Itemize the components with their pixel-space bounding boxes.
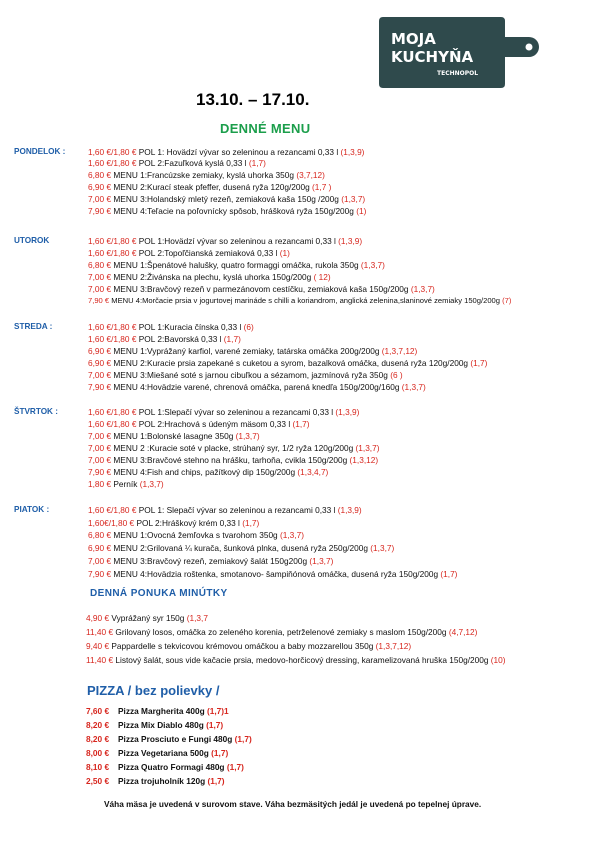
menu-item: 6,90 € MENU 2:Grilovaná ¼ kurača, šunková plnka, dusená ryža 250g/200g (1,3,7) xyxy=(88,543,395,553)
menu-item: 7,90 € MENU 4:Fish and chips, pažítkový dip 150g/200g (1,3,4,7) xyxy=(88,467,329,477)
minutky-item: 11,40 € Grilovaný losos, omáčka zo zeleného korenia, petrželenové zemiaky s maslom 150g/200g (4,7,12) xyxy=(86,627,478,637)
logo-line-2: KUCHYŇA xyxy=(391,48,474,66)
menu-item: 1,60 €/1,80 € POL 1: Slepačí vývar so zeleninou a rezancami 0,33 l (1,3,9) xyxy=(88,505,362,515)
pizza-item: 8,00 € Pizza Vegetariana 500g (1,7) xyxy=(86,748,229,758)
menu-item: 7,00 € MENU 3:Bravčový rezeň, zemiakový šalát 150g200g (1,3,7) xyxy=(88,556,334,566)
cutting-board-icon xyxy=(379,17,544,88)
brand-logo xyxy=(379,17,544,88)
menu-item: 7,90 € MENU 4:Hovädzie varené, chrenová omáčka, parená knedľa 150g/200g/160g (1,3,7) xyxy=(88,382,426,392)
minutky-item: 4,90 € Vyprážaný syr 150g (1,3,7 xyxy=(86,613,208,623)
day-label: ŠTVRTOK : xyxy=(14,407,58,416)
menu-item: 6,80 € MENU 1:Ovocná žemľovka s tvarohom 350g (1,3,7) xyxy=(88,530,304,540)
menu-item: 7,00 € MENU 3:Holandský mletý rezeň, zemiaková kaša 150g /200g (1,3,7) xyxy=(88,194,366,204)
menu-item: 6,90 € MENU 1:Vyprážaný karfiol, varené zemiaky, tatárska omáčka 200g/200g (1,3,7,12) xyxy=(88,346,418,356)
daily-menu-title: DENNÉ MENU xyxy=(220,121,311,136)
menu-item: 7,00 € MENU 3:Miešané soté s jarnou cibuľkou a sézamom, jazmínová ryža 350g (6 ) xyxy=(88,370,403,380)
menu-item: 1,60 €/1,80 € POL 2:Bavorská 0,33 l (1,7) xyxy=(88,334,241,344)
menu-item: 6,90 € MENU 2:Kurací steak pfeffer, dusená ryža 120g/200g (1,7 ) xyxy=(88,182,332,192)
menu-item: 7,00 € MENU 3:Bravčový rezeň v parmezánovom cestíčku, zemiaková kaša 150g/200g (1,3,7) xyxy=(88,284,435,294)
menu-item: 1,60€/1,80 € POL 2:Hráškový krém 0,33 l (1,7) xyxy=(88,518,260,528)
menu-item: 7,00 € MENU 1:Bolonské lasagne 350g (1,3,7) xyxy=(88,431,260,441)
day-label: PIATOK : xyxy=(14,505,50,514)
pizza-item: 2,50 € Pizza trojuholník 120g (1,7) xyxy=(86,776,225,786)
pizza-item: 8,20 € Pizza Prosciuto e Fungi 480g (1,7) xyxy=(86,734,252,744)
pizza-item: 8,10 € Pizza Quatro Formagi 480g (1,7) xyxy=(86,762,244,772)
menu-item: 7,00 € MENU 3:Bravčové stehno na hrášku, tarhoňa, cvikla 150g/200g (1,3,12) xyxy=(88,455,379,465)
menu-item: 1,60 €/1,80 € POL 2:Fazuľková kyslá 0,33 l (1,7) xyxy=(88,158,266,168)
pizza-item: 7,60 € Pizza Margherita 400g (1,7)1 xyxy=(86,706,229,716)
menu-item: 7,00 € MENU 2 :Kuracie soté v placke, strúhaný syr, 1/2 ryža 120g/200g (1,3,7) xyxy=(88,443,380,453)
minutky-title: DENNÁ PONUKA MINÚTKY xyxy=(90,588,228,599)
menu-item: 1,60 €/1,80 € POL 1: Hovädzí vývar so zeleninou a rezancami 0,33 l (1,3,9) xyxy=(88,147,365,157)
menu-item: 6,80 € MENU 1:Špenátové halušky, quatro formaggi omáčka, rukola 350g (1,3,7) xyxy=(88,260,385,270)
menu-item: 1,60 €/1,80 € POL 1:Slepačí vývar so zeleninou a rezancami 0,33 l (1,3,9) xyxy=(88,407,360,417)
menu-item: 1,60 €/1,80 € POL 2:Hrachová s údeným mäsom 0,33 l (1,7) xyxy=(88,419,310,429)
weight-footnote: Váha mäsa je uvedená v surovom stave. Váha bezmäsitých jedál je uvedená po tepelnej úprave. xyxy=(104,799,482,809)
menu-item: 7,00 € MENU 2:Živánska na plechu, kyslá uhorka 150g/200g ( 12) xyxy=(88,272,331,282)
menu-item: 6,90 € MENU 2:Kuracie prsia zapekané s cuketou a syrom, bazalková omáčka, dusená ryža 120g/200g (1,7) xyxy=(88,358,488,368)
logo-line-1: MOJA xyxy=(391,30,436,48)
menu-item: 1,60 €/1,80 € POL 2:Topoľčianská zemiaková 0,33 l (1) xyxy=(88,248,290,258)
menu-item: 1,80 € Perník (1,3,7) xyxy=(88,479,164,489)
logo-sub: TECHNOPOL xyxy=(437,70,479,77)
menu-item: 7,90 € MENU 4:Teľacie na poľovnícky spôsob, hrášková ryža 150g/200g (1) xyxy=(88,206,367,216)
minutky-item: 11,40 € Listový šalát, sous vide kačacie prsia, medovo-horčicový dressing, karamelizovaná hruška 150g/200g (10) xyxy=(86,655,506,665)
menu-item: 1,60 €/1,80 € POL 1:Kuracia čínska 0,33 l (6) xyxy=(88,322,254,332)
menu-item: 7,90 € MENU 4:Hovädzia roštenka, smotanovo- šampiňónová omáčka, dusená ryža 150g/200g (1,7) xyxy=(88,569,458,579)
day-label: PONDELOK : xyxy=(14,147,66,156)
menu-item: 7,90 € MENU 4:Morčacie prsia v jogurtovej marináde s chilli a koriandrom, anglická zelenina,slaninové zemiaky 150g/200g (7) xyxy=(88,296,512,305)
menu-item: 6,80 € MENU 1:Francúzske zemiaky, kyslá uhorka 350g (3,7,12) xyxy=(88,170,325,180)
day-label: UTOROK xyxy=(14,236,50,245)
pizza-item: 8,20 € Pizza Mix Diablo 480g (1,7) xyxy=(86,720,224,730)
minutky-item: 9,40 € Pappardelle s tekvicovou krémovou omáčkou a baby mozzarellou 350g (1,3,7,12) xyxy=(86,641,412,651)
day-label: STREDA : xyxy=(14,322,53,331)
pizza-title: PIZZA / bez polievky / xyxy=(87,683,220,698)
date-range: 13.10. – 17.10. xyxy=(196,90,310,109)
menu-item: 1,60 €/1,80 € POL 1:Hovädzí vývar so zeleninou a rezancami 0,33 l (1,3,9) xyxy=(88,236,363,246)
